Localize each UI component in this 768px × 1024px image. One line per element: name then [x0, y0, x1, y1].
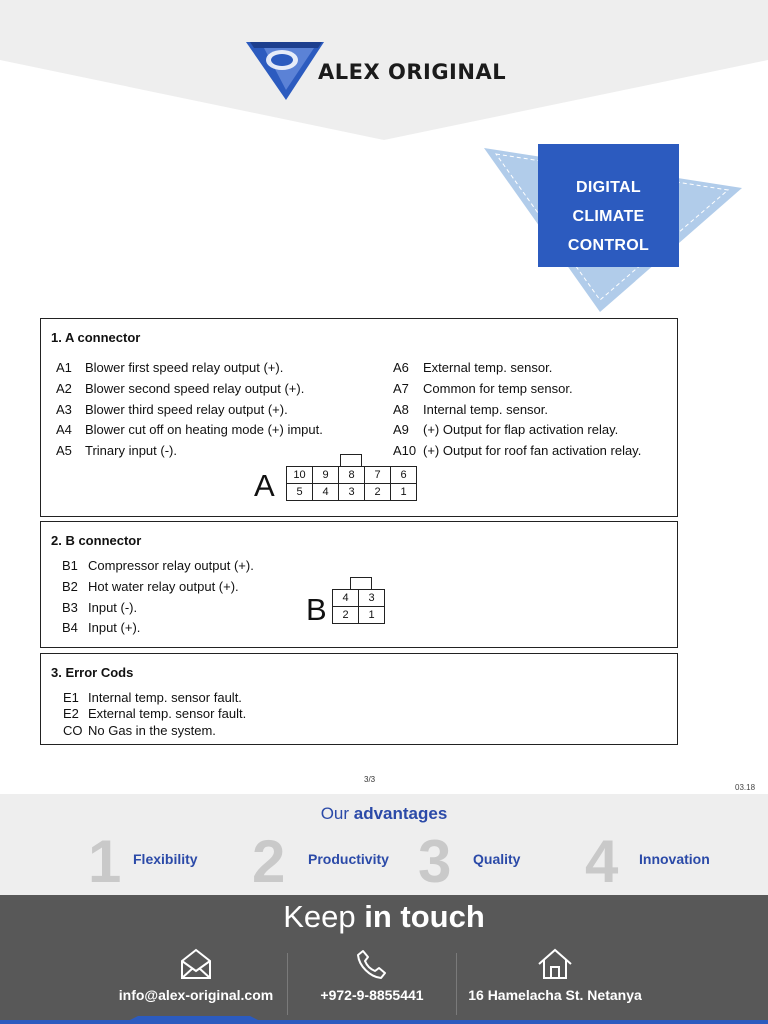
connector-pin: 5	[287, 484, 313, 501]
connector-pin: 2	[365, 484, 391, 501]
pin-code: B1	[62, 558, 78, 573]
pin-desc: Blower third speed relay output (+).	[85, 402, 288, 417]
contact-section	[0, 895, 768, 1024]
pin-row	[393, 422, 618, 437]
contact-title-bold: in touch	[364, 899, 485, 934]
pin-row	[62, 600, 137, 615]
error-row	[63, 706, 246, 721]
pin-row	[56, 381, 304, 396]
pin-row	[56, 443, 177, 458]
connector-b-label: B	[306, 592, 327, 627]
pin-code: B3	[62, 600, 78, 615]
error-desc: External temp. sensor fault.	[88, 706, 247, 721]
pin-code: A3	[56, 402, 72, 417]
connector-pin: 7	[365, 467, 391, 484]
brand-name: ALEX ORIGINAL	[318, 60, 507, 84]
connector-pin: 8	[339, 467, 365, 484]
advantage-number: 2	[252, 828, 286, 895]
advantage-number: 1	[88, 828, 122, 895]
pin-desc: Input (-).	[88, 600, 138, 615]
envelope-icon	[179, 947, 213, 981]
pin-code: A6	[393, 360, 409, 375]
badge-line-2: CLIMATE	[572, 208, 645, 225]
advantage-label: Quality	[473, 851, 521, 867]
pin-code: A5	[56, 443, 72, 458]
badge-line-1: DIGITAL	[576, 179, 641, 196]
contact-email[interactable]	[96, 947, 296, 1003]
advantages-title-bold: advantages	[353, 804, 448, 823]
advantage-label: Productivity	[308, 851, 389, 867]
advantage-number: 3	[418, 828, 452, 895]
pin-code: A8	[393, 402, 409, 417]
pin-code: A10	[393, 443, 417, 458]
pin-row	[56, 422, 323, 437]
connector-pin: 9	[313, 467, 339, 484]
section-a-title: 1. A connector	[51, 330, 141, 345]
pin-desc: Blower second speed relay output (+).	[85, 381, 305, 396]
contact-title	[0, 899, 768, 935]
pin-desc: (+) Output for roof fan activation relay.	[423, 443, 642, 458]
error-desc: Internal temp. sensor fault.	[88, 690, 242, 705]
pin-desc: Hot water relay output (+).	[88, 579, 239, 594]
pin-desc: (+) Output for flap activation relay.	[423, 422, 619, 437]
error-code: E2	[63, 706, 79, 721]
badge-line-3: CONTROL	[567, 237, 650, 254]
phone-icon	[355, 947, 389, 981]
pin-row	[393, 360, 552, 375]
pin-row	[393, 381, 573, 396]
pin-desc: External temp. sensor.	[423, 360, 553, 375]
pin-desc: Internal temp. sensor.	[423, 402, 549, 417]
pin-row	[62, 620, 140, 635]
pin-code: A2	[56, 381, 72, 396]
pin-row	[56, 402, 288, 417]
error-desc: No Gas in the system.	[88, 723, 216, 738]
connector-pin: 6	[391, 467, 417, 484]
connector-pin: 3	[359, 590, 385, 607]
advantage-number: 4	[585, 828, 619, 895]
section-b-box	[40, 521, 678, 648]
advantage-label: Innovation	[639, 851, 710, 867]
connector-pin: 3	[339, 484, 365, 501]
pin-row	[62, 558, 254, 573]
connector-pin: 1	[359, 607, 385, 624]
connector-a-diagram	[286, 466, 417, 501]
contact-phone[interactable]	[272, 947, 472, 1003]
pin-desc: Input (+).	[88, 620, 141, 635]
error-row	[63, 723, 216, 738]
pin-code: B4	[62, 620, 78, 635]
advantages-title	[0, 804, 768, 824]
connector-pin: 10	[287, 467, 313, 484]
section-c-title: 3. Error Cods	[51, 665, 134, 680]
section-c-box	[40, 653, 678, 745]
advantage-label: Flexibility	[133, 851, 198, 867]
advantages-section	[0, 794, 768, 895]
bottom-accent-bar	[0, 1016, 768, 1024]
pin-desc: Trinary input (-).	[85, 443, 177, 458]
revision-code: 03.18	[735, 783, 756, 792]
pin-code: A1	[56, 360, 72, 375]
pin-desc: Blower cut off on heating mode (+) imput.	[85, 422, 323, 437]
section-b-title: 2. B connector	[51, 533, 142, 548]
connector-a-label: A	[254, 468, 275, 503]
title-badge	[538, 144, 679, 267]
section-a-box	[40, 318, 678, 517]
pin-code: A9	[393, 422, 409, 437]
pin-row	[393, 402, 548, 417]
pin-row	[393, 443, 641, 458]
pin-code: A7	[393, 381, 409, 396]
pin-desc: Compressor relay output (+).	[88, 558, 254, 573]
error-code: CO	[63, 723, 83, 738]
pin-code: A4	[56, 422, 72, 437]
connector-pin: 1	[391, 484, 417, 501]
connector-b-diagram	[332, 589, 385, 624]
error-row	[63, 690, 242, 705]
address-text[interactable]: 16 Hamelacha St. Netanya	[468, 987, 642, 1003]
pin-code: B2	[62, 579, 78, 594]
connector-pin: 4	[313, 484, 339, 501]
contact-address[interactable]	[455, 947, 655, 1003]
pin-row	[56, 360, 283, 375]
page-number: 3/3	[364, 775, 376, 784]
pin-desc: Blower first speed relay output (+).	[85, 360, 284, 375]
pin-desc: Common for temp sensor.	[423, 381, 573, 396]
pin-row	[62, 579, 239, 594]
house-icon	[537, 947, 573, 981]
connector-pin: 4	[333, 590, 359, 607]
advantages-title-plain: Our	[320, 804, 350, 823]
email-text[interactable]: info@alex-original.com	[118, 987, 274, 1003]
connector-pin: 2	[333, 607, 359, 624]
contact-title-plain: Keep	[283, 899, 356, 934]
phone-text[interactable]: +972-9-8855441	[320, 987, 424, 1003]
error-code: E1	[63, 690, 79, 705]
